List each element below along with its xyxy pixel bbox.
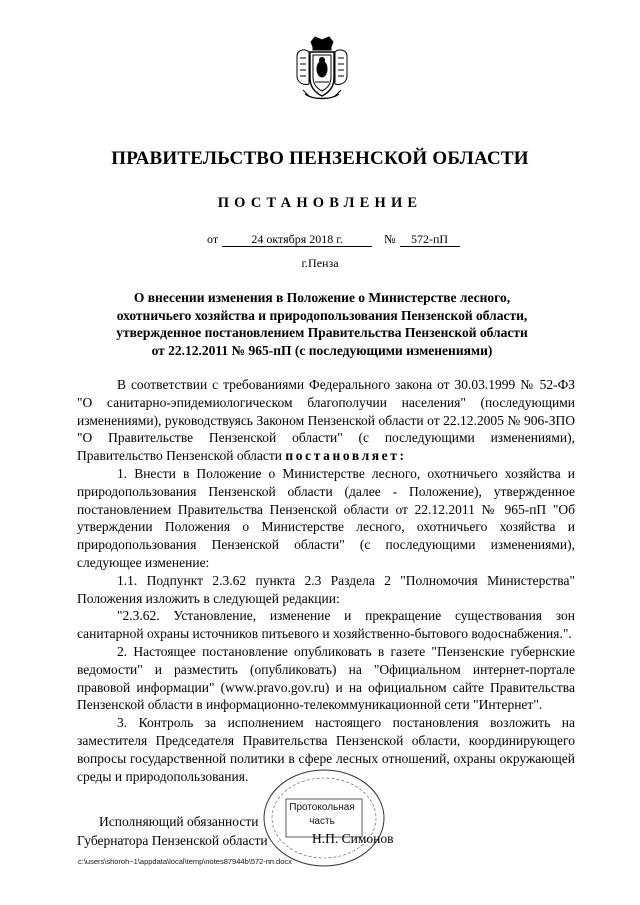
subject-line: от 22.12.2011 № 965-пП (с последующими изменениями): [151, 342, 493, 358]
document-body: [77, 376, 575, 785]
signer-name: Н.П. Симонов: [312, 831, 394, 846]
resolves-keyword: постановляет:: [285, 448, 407, 464]
paragraph-quote: "2.3.62. Установление, изменение и прекращение существования зон санитарной охраны источников питьевого и хозяйственно-бытового водоснабжения.".: [77, 608, 575, 642]
number-label: №: [384, 232, 396, 246]
stamp-line: часть: [309, 816, 335, 827]
signature-block: [77, 812, 268, 850]
stamp-line: Протокольная: [289, 802, 355, 813]
paragraph-preamble: [77, 376, 575, 465]
date-prefix: от: [207, 232, 219, 246]
signer-position-line: Губернатора Пензенской области: [77, 833, 268, 848]
preamble-text: В соответствии с требованиями Федерального закона от 30.03.1999 № 52-ФЗ "О санитарно-эпидемиологическом благополучии населения" (последующими изменениями), руководствуясь Законом Пензенской области от 22.12.2005 № 906-ЗПО "О Правительстве Пензенской области" (с последующими изменениями), Правительство Пензенской области: [77, 377, 575, 464]
paragraph-item-1-1: 1.1. Подпункт 2.3.62 пункта 2.3 Раздела 2 "Полномочия Министерства" Положения изложить в следующей редакции:: [77, 572, 575, 606]
document-number: 572-пП: [400, 233, 460, 247]
signer-position-line: Исполняющий обязанности: [99, 814, 259, 829]
coat-of-arms-emblem: [293, 36, 351, 104]
date-number-line: [207, 232, 460, 247]
government-title: ПРАВИТЕЛЬСТВО ПЕНЗЕНСКОЙ ОБЛАСТИ: [111, 148, 529, 169]
file-path-footer: c:\users\shoroh~1\appdata\local\temp\notes87944b\572-пп.docx: [78, 857, 292, 866]
city: г.Пенза: [301, 256, 339, 270]
document-type: ПОСТАНОВЛЕНИЕ: [217, 195, 423, 211]
subject-line: охотничьего хозяйства и природопользования Пензенской области,: [116, 307, 528, 323]
stamp-text: [286, 801, 358, 829]
document-subject: [80, 289, 564, 359]
subject-line: утвержденное постановлением Правительства Пензенской области: [116, 325, 528, 340]
paragraph-item-2: 2. Настоящее постановление опубликовать в газете "Пензенские губернские ведомости" и разместить (опубликовать) на "Официальном интернет-портале правовой информации" (www.pravo.gov.ru) и на официальном сайте Правительства Пензенской области в информационно-телекоммуникационной сети "Интернет".: [77, 643, 575, 713]
paragraph-item-1: 1. Внести в Положение о Министерстве лесного, охотничьего хозяйства и природопользования Пензенской области (далее - Положение), утвержденное постановлением Правительства Пензенской области от 22.12.2011 № 965-пП "Об утверждении Положения о Министерстве лесного, охотничьего хозяйства и природопользования Пензенской области" (с последующими изменениями), следующее изменение:: [77, 465, 575, 570]
paragraph-item-3: 3. Контроль за исполнением настоящего постановления возложить на заместителя Председателя Правительства Пензенской области, координирующего вопросы государственной политики в сфере лесных отношений, охраны окружающей среды и природопользования.: [77, 715, 575, 784]
document-date: 24 октября 2018 г.: [222, 233, 372, 247]
subject-line: О внесении изменения в Положение о Министерстве лесного,: [133, 290, 511, 305]
